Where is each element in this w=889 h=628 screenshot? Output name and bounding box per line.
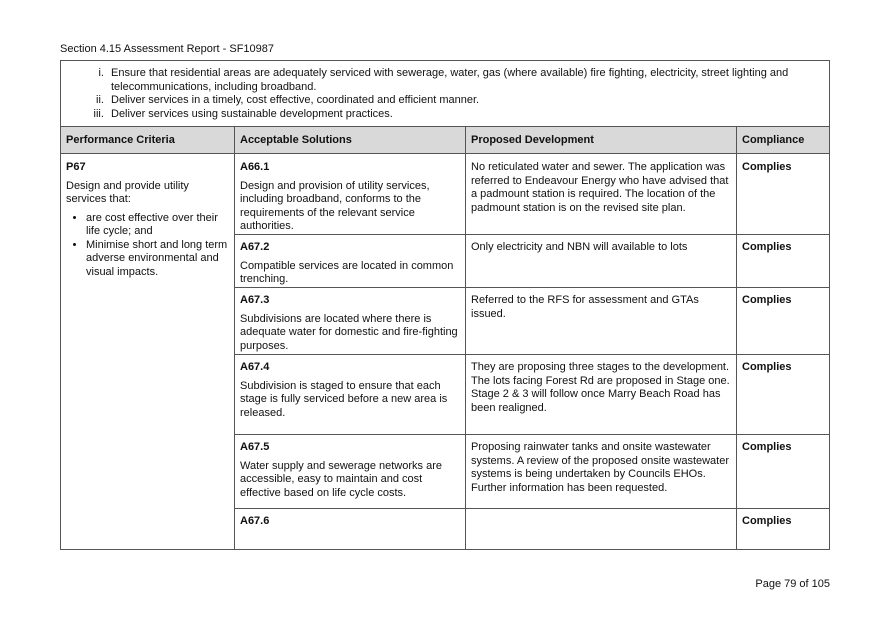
objective-item: i. Ensure that residential areas are adequately serviced with sewerage, water, gas (where available) fire fighting, electricity, street lighting and telecommunications, including broadband. (107, 67, 821, 94)
header-compliance: Compliance (742, 134, 805, 146)
solution-code: A67.2 (240, 241, 270, 253)
criteria-bullet: • Minimise short and long term adverse environmental and visual impacts. (86, 239, 229, 280)
objectives-list (61, 61, 829, 126)
solution-code: A67.3 (240, 294, 270, 306)
compliance-value: Complies (742, 361, 792, 373)
header-performance-criteria: Performance Criteria (66, 134, 175, 146)
row-divider (234, 234, 829, 235)
table-row-solution (240, 161, 460, 234)
solution-text: Water supply and sewerage networks are accessible, easy to maintain and cost effective based on life cycle costs. (240, 459, 442, 499)
compliance-value: Complies (742, 161, 792, 173)
solution-text: Compatible services are located in common trenching. (240, 259, 454, 285)
table-row-solution (240, 441, 460, 500)
solution-code: A67.5 (240, 441, 270, 453)
table-row-solution (240, 515, 460, 534)
solution-code: A66.1 (240, 161, 270, 173)
table-row-solution (240, 241, 460, 287)
row-divider (234, 287, 829, 288)
proposed-text: Referred to the RFS for assessment and GTAs issued. (471, 294, 699, 320)
table-header (61, 126, 829, 154)
performance-criteria-cell (66, 161, 229, 279)
criteria-bullet: • are cost effective over their life cycle; and (86, 212, 229, 239)
criteria-text: Design and provide utility services that: (66, 179, 189, 205)
solution-text: Subdivisions are located where there is adequate water for domestic and fire-fighting purposes. (240, 312, 458, 352)
objective-item: iii. Deliver services using sustainable development practices. (107, 108, 821, 122)
criteria-code: P67 (66, 161, 86, 173)
header-acceptable-solutions: Acceptable Solutions (240, 134, 352, 146)
row-divider (234, 434, 829, 435)
table-row-solution (240, 294, 460, 353)
header-proposed-development: Proposed Development (471, 134, 594, 146)
objective-item: ii. Deliver services in a timely, cost effective, coordinated and efficient manner. (107, 94, 821, 108)
compliance-value: Complies (742, 515, 792, 527)
solution-text: Subdivision is staged to ensure that each stage is fully serviced before a new area is released. (240, 379, 448, 419)
page-number: Page 79 of 105 (755, 578, 830, 590)
proposed-text: No reticulated water and sewer. The application was referred to Endeavour Energy who have advised that a padmount station is required. The location of the padmount station is on the revised site plan. (471, 161, 729, 214)
proposed-text: Proposing rainwater tanks and onsite wastewater systems. A review of the proposed onsite wastewater systems is being undertaken by Councils EHOs. Further information has been requested. (471, 441, 730, 494)
proposed-text: Only electricity and NBN will available to lots (471, 241, 688, 253)
proposed-text: They are proposing three stages to the development. The lots facing Forest Rd are proposed in Stage one. Stage 2 & 3 will follow once Marry Beach Road has been realigned. (471, 361, 730, 414)
compliance-value: Complies (742, 441, 792, 453)
column-divider (465, 126, 466, 550)
solution-text: Design and provision of utility services, including broadband, conforms to the requirements of the relevant service authorities. (240, 179, 430, 232)
report-title: Section 4.15 Assessment Report - SF10987 (60, 43, 275, 55)
row-divider (234, 508, 829, 509)
row-divider (234, 354, 829, 355)
compliance-value: Complies (742, 294, 792, 306)
solution-code: A67.4 (240, 361, 270, 373)
table-row-solution (240, 361, 460, 420)
solution-code: A67.6 (240, 515, 270, 527)
column-divider (736, 126, 737, 550)
compliance-value: Complies (742, 241, 792, 253)
assessment-table (60, 60, 830, 550)
column-divider (234, 126, 235, 550)
